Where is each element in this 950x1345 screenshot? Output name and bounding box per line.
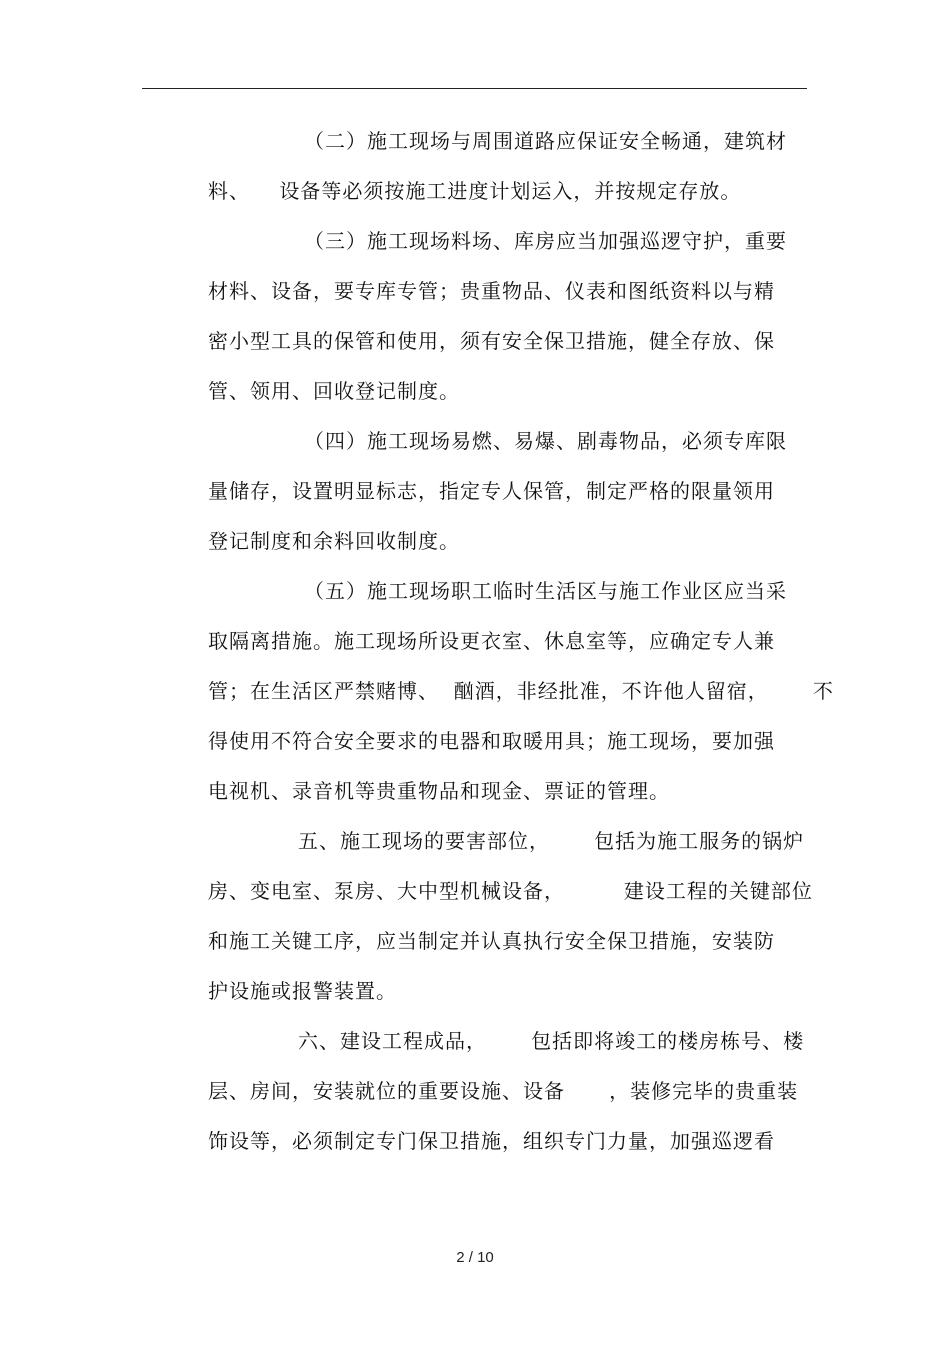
text-line: 五、施工现场的要害部位， 包括为施工服务的锅炉 — [298, 829, 805, 853]
text-line: 登记制度和余料回收制度。 — [208, 529, 460, 553]
text-line: （三）施工现场料场、库房应当加强巡逻守护，重要 — [304, 229, 787, 253]
text-line: 饰设等，必须制定专门保卫措施，组织专门力量，加强巡逻看 — [208, 1129, 775, 1153]
text-line: 电视机、录音机等贵重物品和现金、票证的管理。 — [208, 779, 670, 803]
header-rule — [142, 88, 807, 89]
text-line: 层、房间，安装就位的重要设施、设备 ，装修完毕的贵重装 — [208, 1079, 799, 1103]
text-line: 料、 设备等必须按施工进度计划运入，并按规定存放。 — [208, 179, 742, 203]
text-line: （二）施工现场与周围道路应保证安全畅通，建筑材 — [304, 129, 787, 153]
text-line: 取隔离措施。施工现场所设更衣室、休息室等，应确定专人兼 — [208, 629, 775, 653]
text-line: 护设施或报警装置。 — [208, 979, 397, 1003]
text-line: 六、建设工程成品， 包括即将竣工的楼房栋号、楼 — [298, 1029, 805, 1053]
text-line: 材料、设备，要专库专管；贵重物品、仪表和图纸资料以与精 — [208, 279, 775, 303]
text-line: （五）施工现场职工临时生活区与施工作业区应当采 — [304, 579, 787, 603]
text-line: 房、变电室、泵房、大中型机械设备， 建设工程的关键部位 — [208, 879, 813, 903]
text-line: 量储存，设置明显标志，指定专人保管，制定严格的限量领用 — [208, 479, 775, 503]
text-line: 得使用不符合安全要求的电器和取暖用具；施工现场，要加强 — [208, 729, 775, 753]
text-line: 密小型工具的保管和使用，须有安全保卫措施，健全存放、保 — [208, 329, 775, 353]
text-line: （四）施工现场易燃、易爆、剧毒物品，必须专库限 — [304, 429, 787, 453]
text-line: 管；在生活区严禁赌博、 酗酒，非经批准，不许他人留宿， 不 — [208, 679, 834, 703]
text-line: 管、领用、回收登记制度。 — [208, 379, 460, 403]
page-indicator: 2 / 10 — [456, 1249, 494, 1266]
text-line: 和施工关键工序，应当制定并认真执行安全保卫措施，安装防 — [208, 929, 775, 953]
